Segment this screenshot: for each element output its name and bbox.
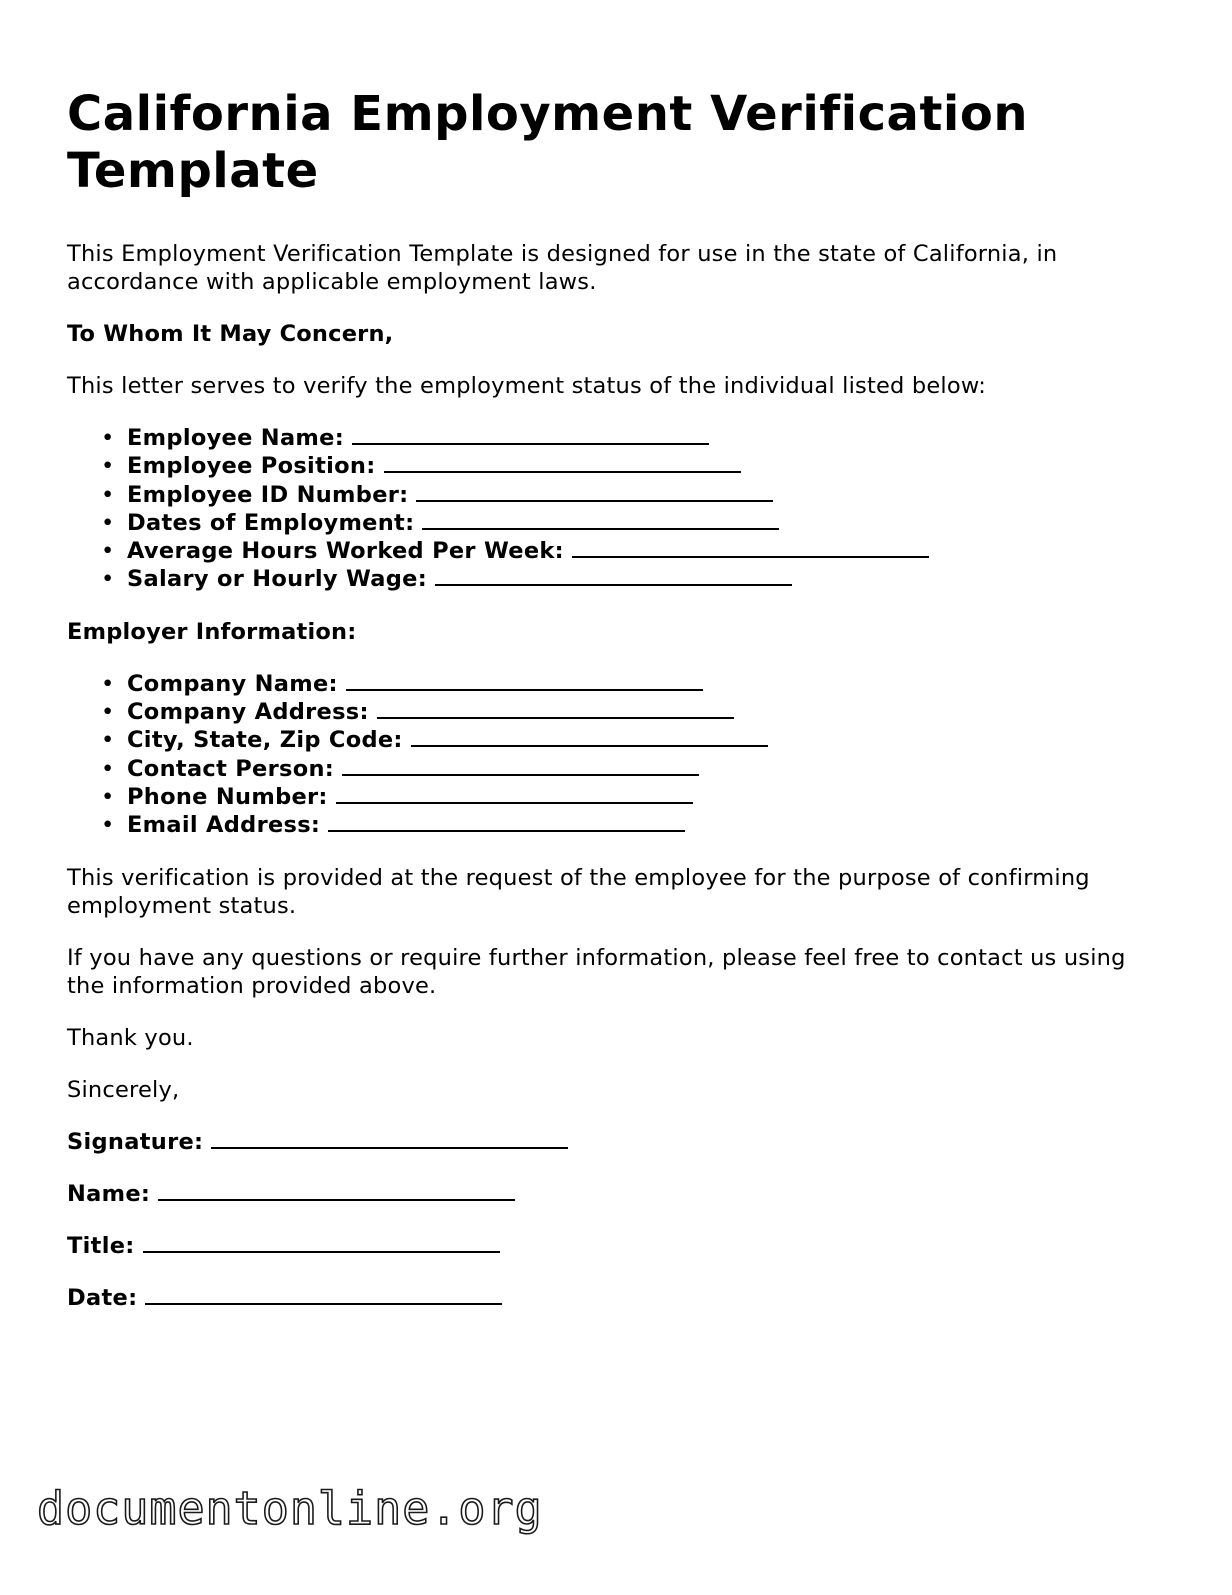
employee-position-field[interactable] <box>101 452 1167 480</box>
blank-line[interactable] <box>143 1233 500 1253</box>
closing-line: Sincerely, <box>67 1076 180 1103</box>
signer-name-field[interactable] <box>67 1180 1167 1208</box>
blank-line[interactable] <box>384 453 741 473</box>
field-label: Employee ID Number: <box>127 481 409 508</box>
blank-line[interactable] <box>342 756 699 776</box>
bullet-icon: • <box>101 670 115 697</box>
field-label: Average Hours Worked Per Week: <box>127 538 564 565</box>
signature-field[interactable] <box>67 1128 1167 1156</box>
bullet-icon: • <box>101 425 115 451</box>
bullet-icon: • <box>101 783 115 810</box>
field-label: Name: <box>67 1180 151 1207</box>
field-label: Phone Number: <box>127 783 328 810</box>
employee-id-field[interactable] <box>101 481 1167 509</box>
bullet-icon: • <box>101 755 115 782</box>
blank-line[interactable] <box>377 699 734 719</box>
questions-paragraph: If you have any questions or require further information, please feel free to contact us using the information provided above. <box>67 944 1126 999</box>
blank-line[interactable] <box>328 812 685 832</box>
field-label: Signature: <box>67 1128 204 1155</box>
average-hours-field[interactable] <box>101 537 1167 565</box>
date-field[interactable] <box>67 1284 1167 1312</box>
field-label: Dates of Employment: <box>127 509 415 536</box>
blank-line[interactable] <box>435 566 792 586</box>
field-label: Title: <box>67 1232 135 1259</box>
bullet-icon: • <box>101 481 115 508</box>
blank-line[interactable] <box>422 510 779 530</box>
bullet-icon: • <box>101 509 115 536</box>
field-label: Company Address: <box>127 699 369 726</box>
blank-line[interactable] <box>416 482 773 502</box>
blank-line[interactable] <box>346 671 703 691</box>
contact-person-field[interactable] <box>101 755 1167 783</box>
employer-heading: Employer Information: <box>67 618 357 645</box>
letter-body <box>67 86 1167 1312</box>
company-name-field[interactable] <box>101 670 1167 698</box>
document-title: California Employment Verification Template <box>67 86 1028 199</box>
email-address-field[interactable] <box>101 811 1167 839</box>
site-watermark: documentonline.org <box>37 1482 543 1535</box>
field-label: Employee Position: <box>127 453 376 480</box>
bullet-icon: • <box>101 453 115 480</box>
purpose-paragraph: This verification is provided at the request of the employee for the purpose of confirming employment status. <box>67 864 1090 919</box>
employment-dates-field[interactable] <box>101 509 1167 537</box>
salary-field[interactable] <box>101 565 1167 593</box>
employer-fields-list <box>67 670 1167 840</box>
company-address-field[interactable] <box>101 698 1167 726</box>
city-state-zip-field[interactable] <box>101 726 1167 754</box>
employee-fields-list <box>67 424 1167 594</box>
blank-line[interactable] <box>336 784 693 804</box>
blank-line[interactable] <box>572 538 929 558</box>
bullet-icon: • <box>101 812 115 839</box>
employee-name-field[interactable] <box>101 424 1167 452</box>
field-label: Company Name: <box>127 670 338 697</box>
salutation: To Whom It May Concern, <box>67 321 394 347</box>
bullet-icon: • <box>101 566 115 593</box>
bullet-icon: • <box>101 538 115 565</box>
blank-line[interactable] <box>158 1181 515 1201</box>
field-label: City, State, Zip Code: <box>127 727 403 754</box>
blank-line[interactable] <box>411 727 768 747</box>
field-label: Employee Name: <box>127 425 345 451</box>
field-label: Email Address: <box>127 812 321 839</box>
thanks-line: Thank you. <box>67 1024 194 1051</box>
field-label: Salary or Hourly Wage: <box>127 566 428 593</box>
phone-number-field[interactable] <box>101 783 1167 811</box>
blank-line[interactable] <box>211 1129 568 1149</box>
field-label: Contact Person: <box>127 755 335 782</box>
signer-title-field[interactable] <box>67 1232 1167 1260</box>
field-label: Date: <box>67 1284 138 1311</box>
lead-paragraph: This letter serves to verify the employment status of the individual listed below: <box>67 373 986 399</box>
blank-line[interactable] <box>145 1285 502 1305</box>
bullet-icon: • <box>101 699 115 726</box>
blank-line[interactable] <box>352 425 709 445</box>
intro-paragraph: This Employment Verification Template is designed for use in the state of California, in accordance with applicable employment laws. <box>67 241 1058 295</box>
bullet-icon: • <box>101 727 115 754</box>
